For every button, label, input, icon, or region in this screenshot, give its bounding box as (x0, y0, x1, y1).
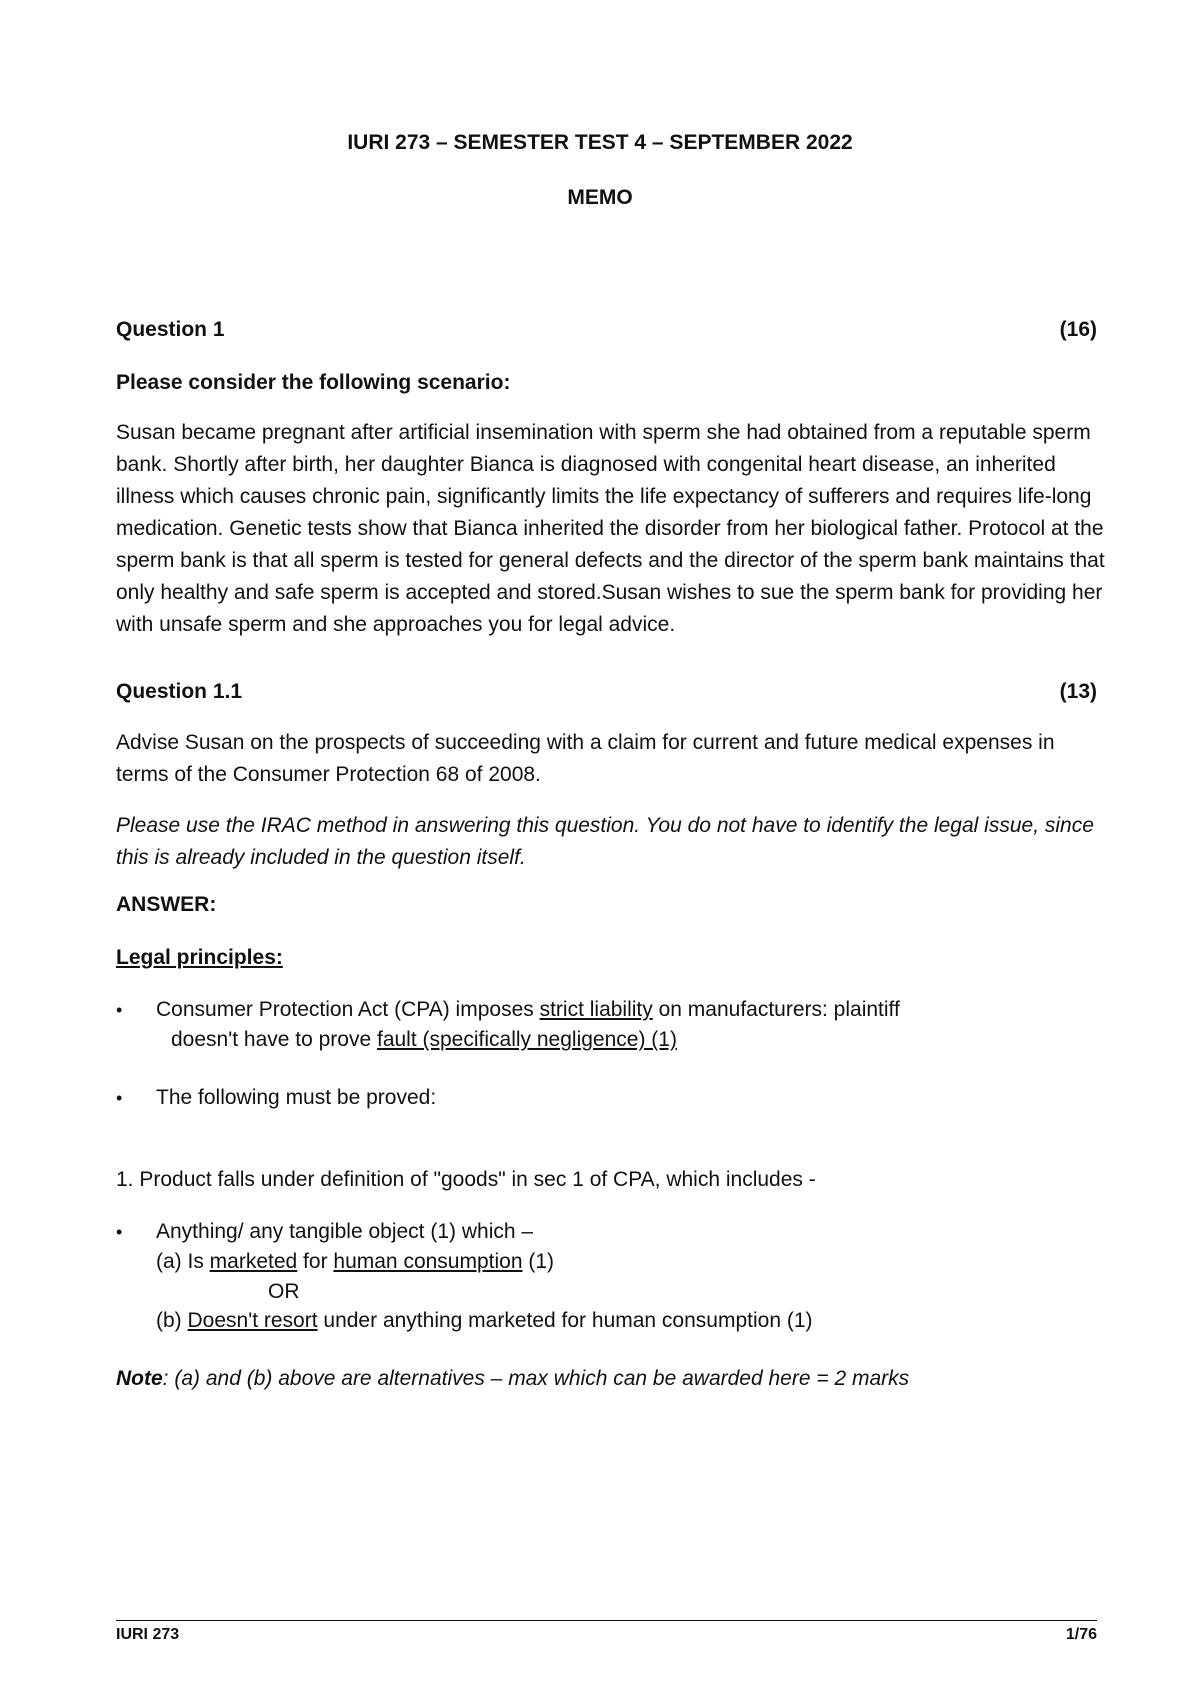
doesnt-resort-term: Doesn't resort (187, 1309, 318, 1332)
bullet-text: on manufacturers: plaintiff (652, 998, 900, 1021)
sub-item-text: under anything marketed for human consumption (1) (317, 1309, 813, 1332)
human-consumption-term: human consumption (333, 1250, 523, 1273)
bullet-strict-liability (156, 998, 1097, 1022)
question-1-1-label: Question 1.1 (116, 680, 243, 703)
footer-page-number: 1/76 (1065, 1626, 1097, 1643)
sub-item-a (156, 1250, 1097, 1274)
or-separator: OR (268, 1280, 300, 1303)
note-label: Note (116, 1367, 163, 1390)
question-1-label: Question 1 (116, 318, 225, 341)
note-text: : (a) and (b) above are alternatives – max which can be awarded here = 2 marks (162, 1367, 910, 1390)
strict-liability-term: strict liability (539, 998, 653, 1021)
footer-divider (116, 1620, 1097, 1621)
bullet-icon: • (116, 1088, 123, 1108)
legal-principles-heading: Legal principles: (116, 946, 283, 969)
answer-heading: ANSWER: (116, 893, 217, 916)
bullet-tangible-object: Anything/ any tangible object (1) which – (156, 1220, 534, 1243)
bullet-icon: • (116, 1222, 123, 1242)
question-1-1-text: Advise Susan on the prospects of succeeding with a claim for current and future medical expenses in terms of the Consumer Protection 68 of 2008. (116, 731, 1055, 786)
sub-item-text: for (297, 1250, 334, 1273)
fault-term: fault (specifically negligence) (1) (376, 1028, 677, 1051)
question-1-marks: (16) (1059, 318, 1097, 341)
marketed-term: marketed (209, 1250, 298, 1273)
sub-item-text: (1) (522, 1250, 555, 1273)
question-1-1-marks: (13) (1059, 680, 1097, 703)
bullet-text: Consumer Protection Act (CPA) imposes (156, 998, 540, 1021)
bullet-must-be-proved: The following must be proved: (156, 1086, 437, 1109)
document-title: IURI 273 – SEMESTER TEST 4 – SEPTEMBER 2022 (347, 131, 853, 154)
sub-item-text: (b) (156, 1309, 188, 1332)
scenario-text: Susan became pregnant after artificial insemination with sperm she had obtained from a reputable sperm bank. Shortly after birth, her daughter Bianca is diagnosed with congenital heart disease, an inherited illness which causes chronic pain, significantly limits the life expectancy of sufferers and requires life-long medication. Genetic tests show that Bianca inherited the disorder from her biological father. Protocol at the sperm bank is that all sperm is tested for general defects and the director of the sperm bank maintains that only healthy and safe sperm is accepted and stored.Susan wishes to sue the sperm bank for providing her with unsafe sperm and she approaches you for legal advice. (116, 421, 1105, 636)
scenario-prompt: Please consider the following scenario: (116, 371, 511, 394)
sub-item-b (156, 1309, 1097, 1333)
irac-instruction: Please use the IRAC method in answering this question. You do not have to identify the legal issue, since this is already included in the question itself. (116, 814, 1094, 869)
bullet-icon: • (116, 1000, 123, 1020)
bullet-fault-line (171, 1028, 1097, 1052)
numbered-item-goods: 1. Product falls under definition of "goods" in sec 1 of CPA, which includes - (116, 1168, 816, 1191)
sub-item-text: (a) Is (156, 1250, 210, 1273)
document-subtitle: MEMO (567, 186, 633, 209)
bullet-text: doesn't have to prove (171, 1028, 377, 1051)
note-line (116, 1367, 1097, 1391)
footer-course-code: IURI 273 (116, 1626, 180, 1643)
